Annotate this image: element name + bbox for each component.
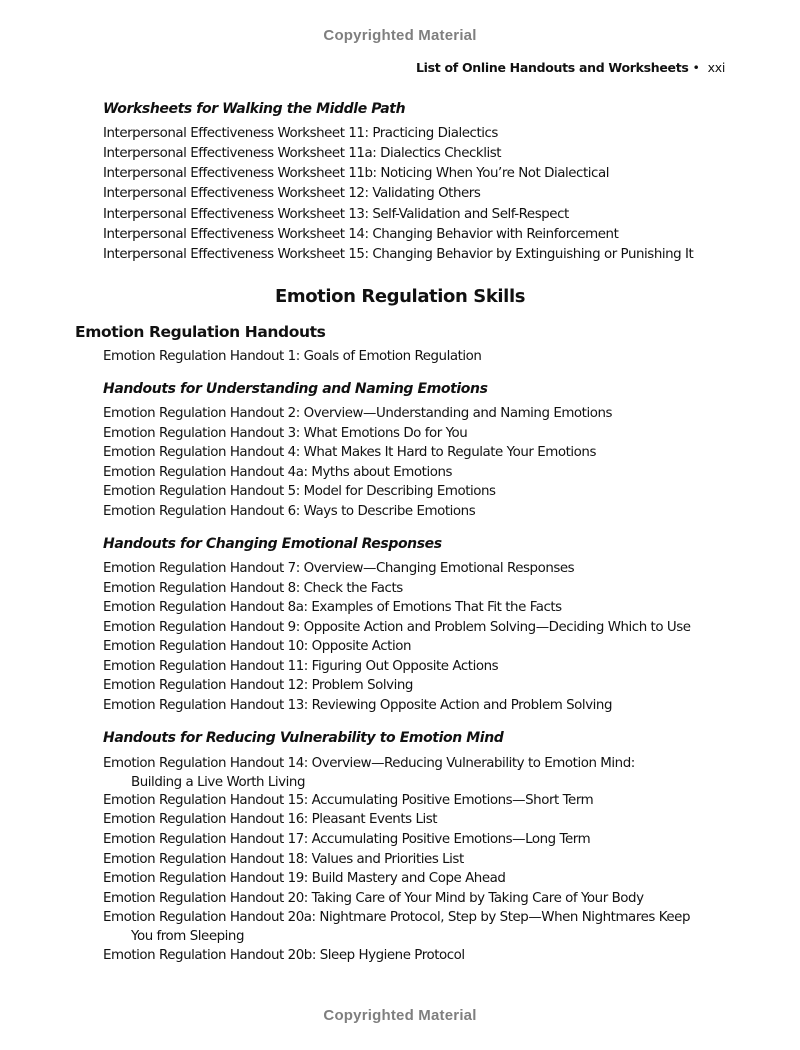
list-item: Interpersonal Effectiveness Worksheet 13: Self-Validation and Self-Respect [103,207,569,222]
group-heading: Emotion Regulation Handouts [75,323,326,341]
list-item: Interpersonal Effectiveness Worksheet 15: Changing Behavior by Extinguishing or Punishing It [103,247,694,262]
list-item: Emotion Regulation Handout 4: What Makes It Hard to Regulate Your Emotions [103,445,596,460]
subsection-heading-changing: Handouts for Changing Emotional Responses [103,536,442,552]
subsection-heading-understanding: Handouts for Understanding and Naming Emotions [103,381,488,397]
page-number: xxi [707,60,725,75]
list-item-line: Emotion Regulation Handout 14: Overview—Reducing Vulnerability to Emotion Mind: [103,756,635,771]
list-item: Emotion Regulation Handout 8a: Examples of Emotions That Fit the Facts [103,600,562,615]
list-item-continuation: Building a Live Worth Living [131,775,305,790]
list-item: Emotion Regulation Handout 2: Overview—Understanding and Naming Emotions [103,406,613,421]
list-item: Emotion Regulation Handout 17: Accumulating Positive Emotions—Long Term [103,832,591,847]
list-item: Emotion Regulation Handout 6: Ways to Describe Emotions [103,504,476,519]
list-item: Emotion Regulation Handout 12: Problem Solving [103,678,413,693]
copyright-watermark-bottom: Copyrighted Material [323,1007,477,1024]
list-item: Emotion Regulation Handout 4a: Myths about Emotions [103,465,453,480]
list-item [103,754,635,792]
list-item: Emotion Regulation Handout 13: Reviewing Opposite Action and Problem Solving [103,698,613,713]
list-item: Emotion Regulation Handout 7: Overview—Changing Emotional Responses [103,561,575,576]
list-item: Interpersonal Effectiveness Worksheet 14: Changing Behavior with Reinforcement [103,227,619,242]
list-item: Emotion Regulation Handout 3: What Emotions Do for You [103,426,468,441]
copyright-watermark-top: Copyrighted Material [323,27,477,44]
running-head-title: List of Online Handouts and Worksheets [415,60,689,75]
list-item: Emotion Regulation Handout 5: Model for Describing Emotions [103,484,496,499]
list-item-continuation: You from Sleeping [131,929,245,944]
list-item: Emotion Regulation Handout 18: Values and Priorities List [103,852,464,867]
subsection-heading-reducing: Handouts for Reducing Vulnerability to Emotion Mind [103,730,504,746]
list-item: Emotion Regulation Handout 19: Build Mastery and Cope Ahead [103,871,506,886]
list-item: Emotion Regulation Handout 9: Opposite Action and Problem Solving—Deciding Which to Use [103,620,691,635]
list-item: Interpersonal Effectiveness Worksheet 11: Practicing Dialectics [103,126,498,141]
list-item: Emotion Regulation Handout 15: Accumulating Positive Emotions—Short Term [103,793,594,808]
list-item [103,908,690,946]
section-title: Emotion Regulation Skills [274,286,526,307]
list-item: Emotion Regulation Handout 8: Check the Facts [103,581,403,596]
list-item: Emotion Regulation Handout 1: Goals of Emotion Regulation [103,349,482,364]
list-item: Interpersonal Effectiveness Worksheet 11a: Dialectics Checklist [103,146,502,161]
list-item: Emotion Regulation Handout 10: Opposite Action [103,639,412,654]
subsection-heading-walking-middle-path: Worksheets for Walking the Middle Path [103,101,406,117]
list-item: Emotion Regulation Handout 11: Figuring Out Opposite Actions [103,659,499,674]
running-head-bullet: • [692,60,700,75]
list-item-line: Emotion Regulation Handout 20a: Nightmare Protocol, Step by Step—When Nightmares Keep [103,910,690,925]
list-item: Interpersonal Effectiveness Worksheet 12: Validating Others [103,186,481,201]
list-item: Emotion Regulation Handout 20b: Sleep Hygiene Protocol [103,948,465,963]
list-item: Emotion Regulation Handout 20: Taking Care of Your Mind by Taking Care of Your Body [103,891,644,906]
list-item: Interpersonal Effectiveness Worksheet 11b: Noticing When You’re Not Dialectical [103,166,609,181]
running-head [416,60,725,75]
list-item: Emotion Regulation Handout 16: Pleasant Events List [103,812,438,827]
